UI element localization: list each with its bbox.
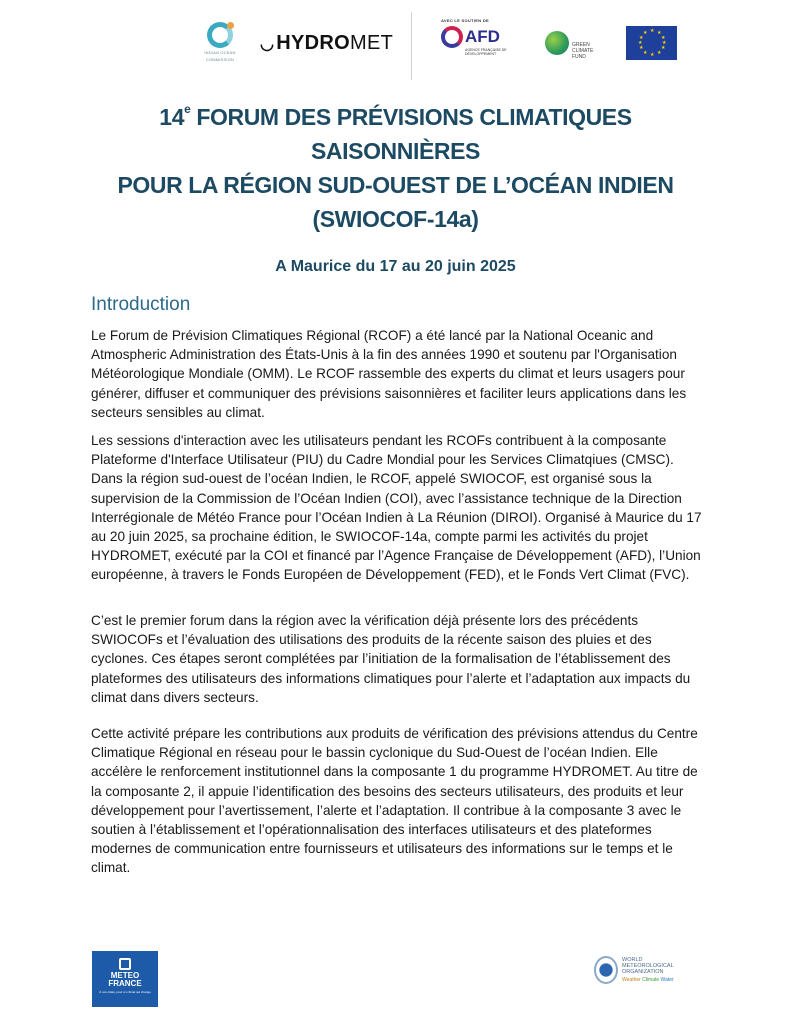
afd-letters: AFD bbox=[465, 27, 500, 46]
wmo-logo bbox=[594, 956, 674, 984]
title-line2: SAISONNIÈRES bbox=[310, 138, 480, 164]
wmo-line2: METEOROLOGICAL bbox=[622, 963, 674, 969]
paragraph-2: Les sessions d'interaction avec les utilisateurs pendant les RCOFs contribuent à la composante Plateforme d'Interface Utilisateur (PIU) du Cadre Mondial pour les Services Climatqiues (CMSC). Dans la région sud-ouest de l’océan Indien, le RCOF, appelé SWIOCOF, est organisé sous la supervision de la Commission de l’Océan Indien (COI), avec l’assistance technique de la Direction Interrégionale de Météo France pour l’Océan Indien à La Réunion (DIROI). Organisé à Maurice du 17 au 20 juin 2025, sa prochaine édition, le SWIOCOF-14a, compte parmi les activités du projet HYDROMET, exécuté par la COI et financé par l’Agence Française de Développement (AFD), l’Union européenne, à travers le Fonds Européen de Développement (FED), et le Fonds Vert Climat (FVC). bbox=[91, 433, 702, 583]
section-heading-introduction: Introduction bbox=[91, 294, 191, 315]
title-line1: FORUM DES PRÉVISIONS CLIMATIQUES bbox=[190, 104, 632, 130]
document-title bbox=[60, 100, 731, 236]
gcf-line1: GREEN bbox=[572, 42, 590, 48]
title-ordinal-sup: e bbox=[184, 102, 191, 116]
hydromet-logo bbox=[260, 32, 393, 55]
wmo-tag-water: Water bbox=[660, 977, 674, 983]
paragraph-4: Cette activité prépare les contributions aux produits de vérification des prévisions attendus du Centre Climatique Régional en réseau pour le bassin cyclonique du Sud-Ouest de l’océan Indien. Elle accélère le renforcement institutionnel dans la composante 1 du programme HYDROMET. Au titre de la composante 2, il appuie l’identification des besoins des secteurs utilisateurs, des produits et leur développement pour l’avertissement, l’alerte et l’adaptation. Il contribue à la composante 3 avec le soutien à l’établissement et l’opérationnalisation des interfaces utilisateurs et des plateformes modernes de communication entre fournisseurs et utilisateurs des informations sur le temps et le climat. bbox=[91, 726, 698, 876]
wmo-emblem-icon bbox=[594, 956, 618, 984]
afd-ring-icon bbox=[441, 26, 463, 48]
ioc-line1: INDIAN OCEAN bbox=[204, 50, 236, 55]
title-ordinal: 14 bbox=[159, 104, 185, 130]
wmo-line1: WORLD bbox=[622, 957, 643, 963]
eu-flag-icon: ★ ★ ★ ★ ★ ★ ★ ★ ★ ★ ★ ★ bbox=[626, 26, 677, 60]
logo-divider bbox=[411, 12, 412, 80]
afd-logo bbox=[441, 18, 521, 56]
wmo-tag-weather: Weather bbox=[622, 977, 641, 983]
afd-subtitle: AGENCE FRANÇAISE DE DÉVELOPPEMENT bbox=[465, 48, 507, 56]
header-logos bbox=[0, 12, 791, 80]
meteo-france-emblem-icon bbox=[119, 958, 131, 970]
hydromet-thin: MET bbox=[350, 32, 394, 54]
hydromet-wave-icon: ◡ bbox=[260, 36, 275, 53]
meteo-france-line1: METEO bbox=[110, 971, 140, 980]
green-climate-fund-logo bbox=[545, 26, 593, 60]
title-line3: POUR LA RÉGION SUD-OUEST DE L’OCÉAN INDIEN bbox=[117, 172, 674, 198]
hydromet-bold: HYDRO bbox=[276, 32, 350, 54]
wmo-line3: ORGANIZATION bbox=[622, 969, 664, 975]
paragraph-1: Le Forum de Prévision Climatiques Régional (RCOF) a été lancé par la National Oceanic and Atmospheric Administration des États-Unis à la fin des années 1990 et soutenu par l'Organisation Météorologique Mondiale (OMM). Le RCOF rassemble des experts du climat et leurs usagers pour générer, diffuser et communiquer des prévisions saisonnières et faciliter leurs applications dans les secteurs sensibles au climat. bbox=[91, 328, 687, 420]
afd-support-label: AVEC LE SOUTIEN DE bbox=[441, 18, 489, 23]
ioc-emblem-icon bbox=[207, 22, 233, 48]
gcf-line2: CLIMATE bbox=[572, 48, 594, 54]
gcf-line3: FUND bbox=[572, 54, 586, 60]
meteo-france-logo bbox=[92, 951, 158, 1007]
indian-ocean-commission-logo bbox=[200, 22, 240, 72]
meteo-france-tagline: À vos côtés, pour un climat qui change bbox=[99, 990, 151, 994]
title-line4: (SWIOCOF-14a) bbox=[312, 206, 479, 232]
paragraph-3: C’est le premier forum dans la région avec la vérification déjà présente lors des précédents SWIOCOFs et l’évaluation des utilisations des produits de la récente saison des pluies et des cyclones. Ces étapes seront complétées par l’initiation de la formalisation de l’établissement des plateformes des utilisateurs des informations climatiques pour l’alerte et l’adaptation aux impacts du climat dans divers secteurs. bbox=[91, 613, 691, 705]
ioc-line2: COMMISSION bbox=[205, 57, 235, 62]
meteo-france-line2: FRANCE bbox=[108, 979, 142, 988]
wmo-tag-climate: Climate bbox=[642, 977, 660, 983]
gcf-globe-icon bbox=[545, 31, 569, 55]
document-subtitle: A Maurice du 17 au 20 juin 2025 bbox=[275, 258, 516, 275]
